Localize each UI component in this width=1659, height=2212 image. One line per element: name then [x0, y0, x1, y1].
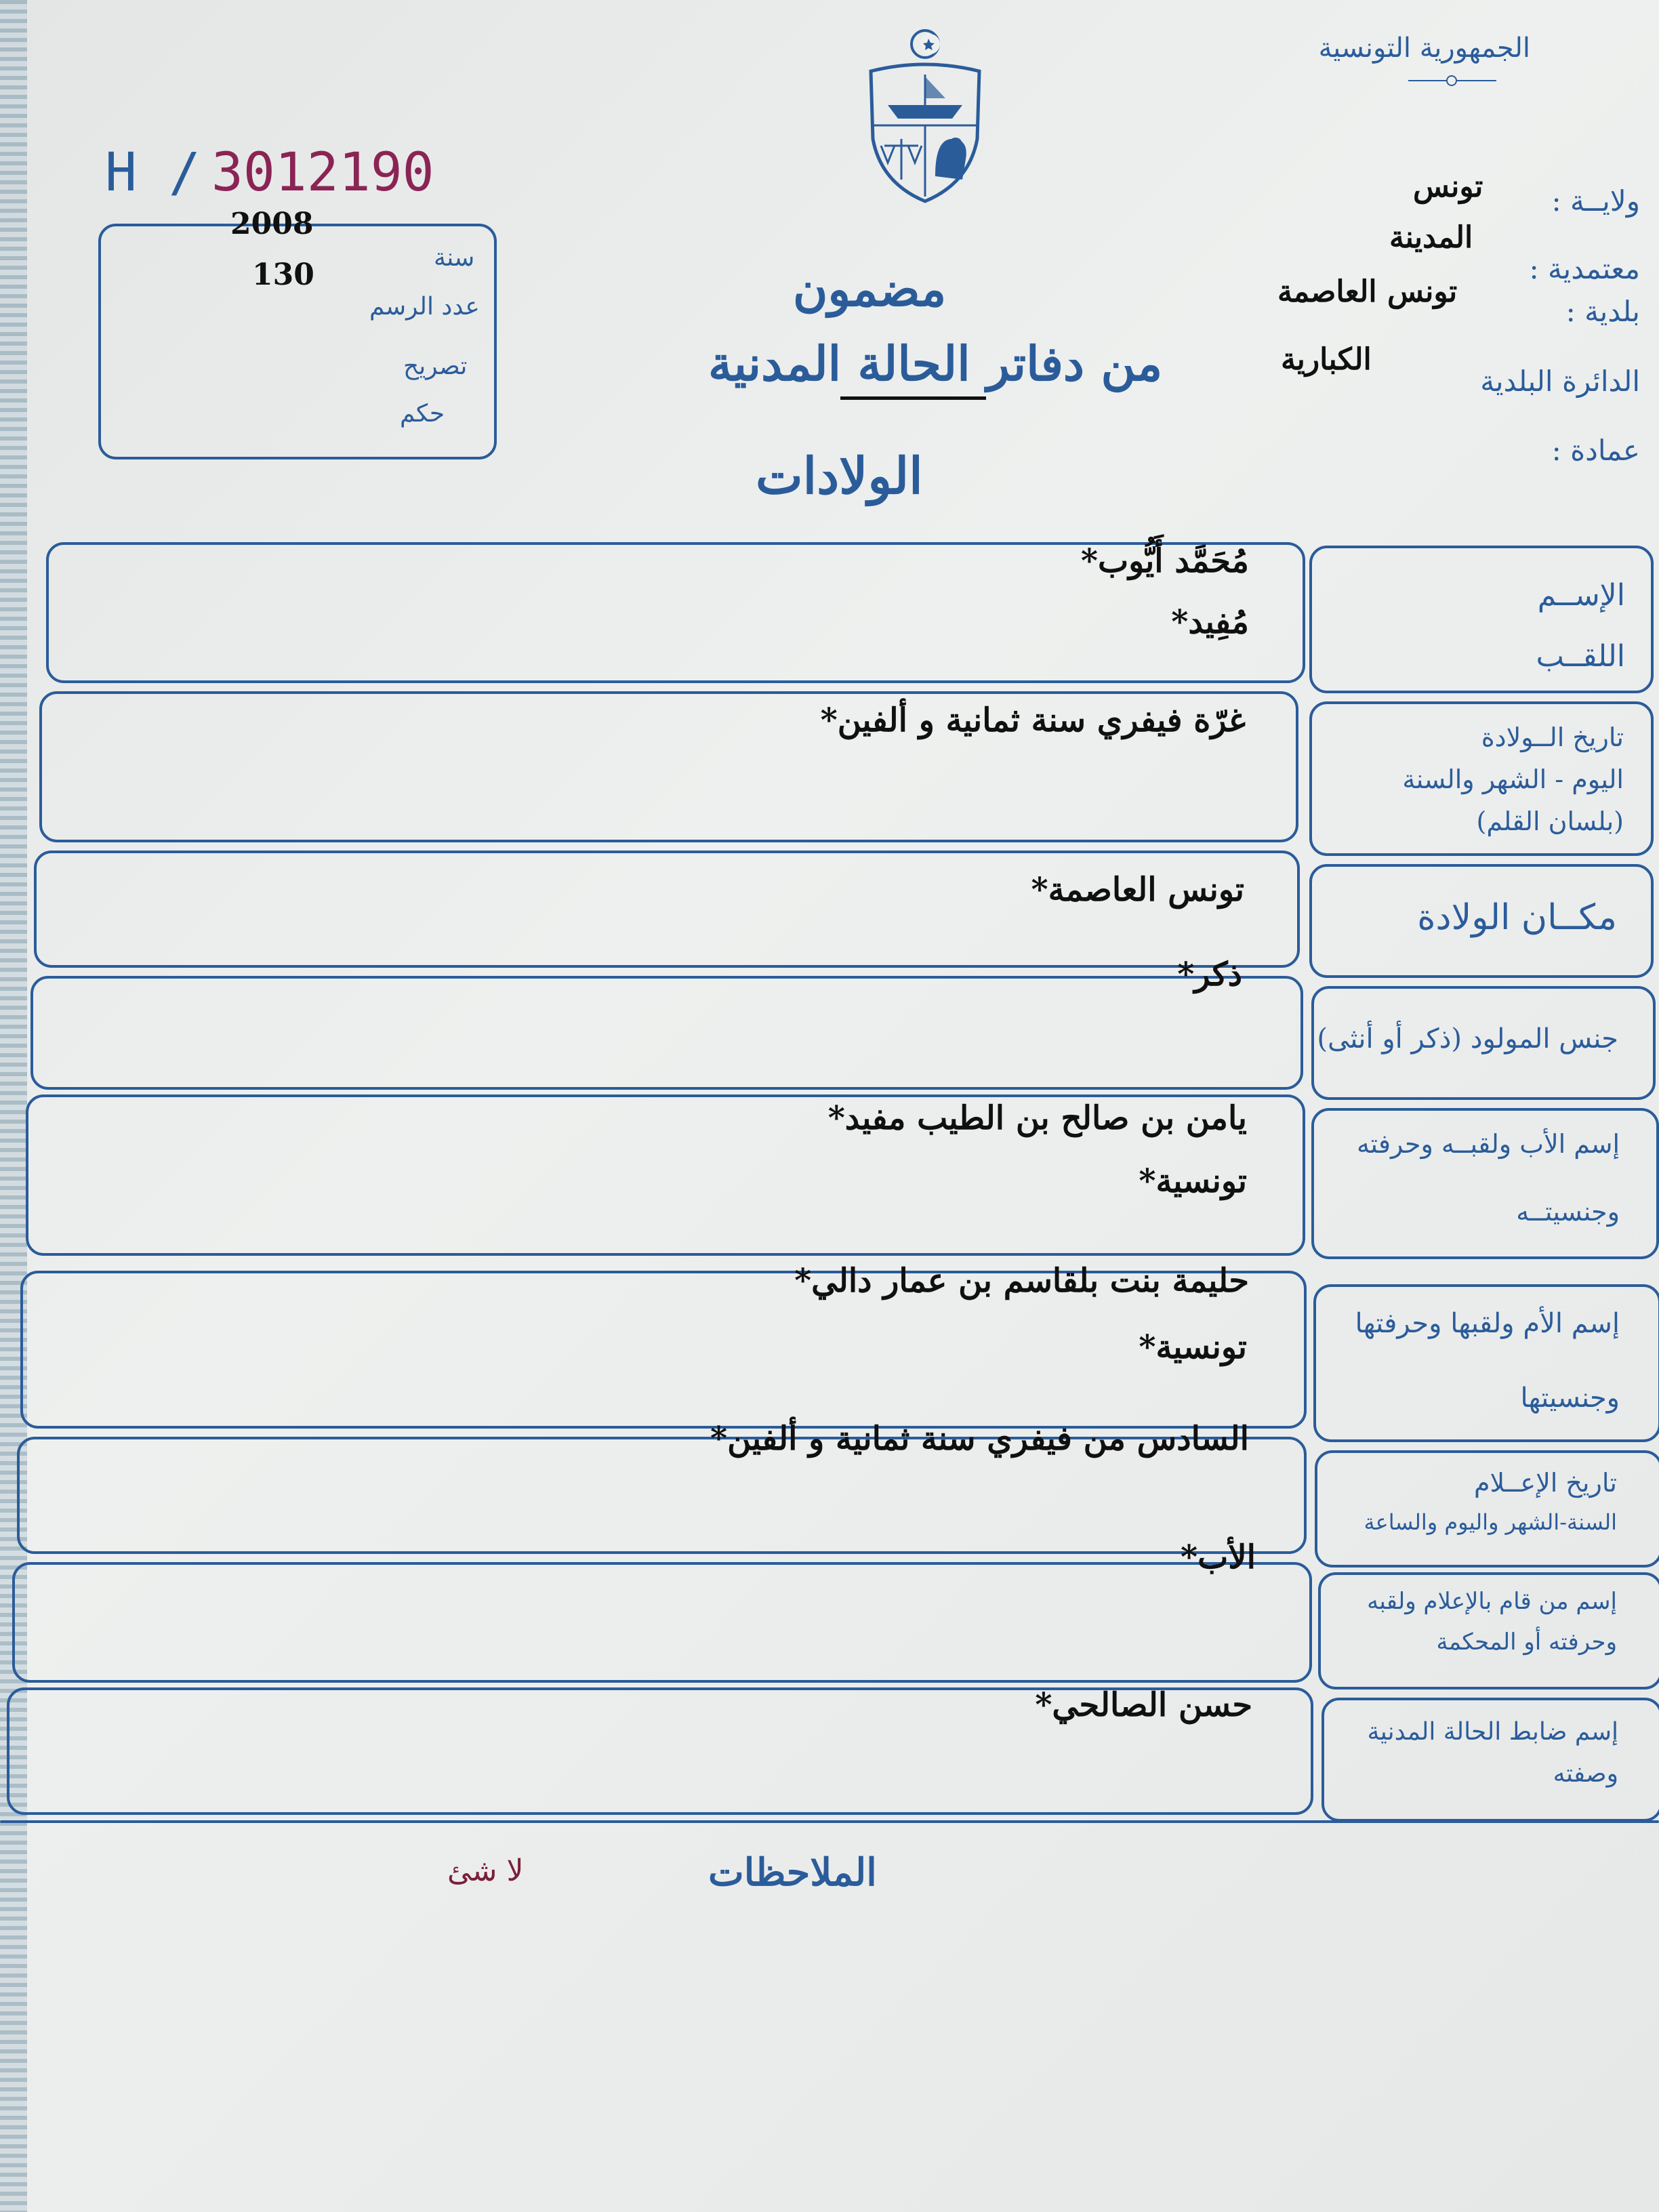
notes-divider	[0, 1820, 1659, 1823]
officer-label: إسم ضابط الحالة المدنية	[1367, 1718, 1618, 1746]
serial-prefix: H /	[105, 142, 201, 203]
page-edge-pattern	[0, 0, 27, 2212]
notes-value: لا شئ	[447, 1853, 524, 1888]
mother-label: إسم الأم ولقبها وحرفتها	[1355, 1308, 1620, 1339]
declarant-value: الأب*	[1181, 1538, 1256, 1576]
birth-date-in-words-label: (بلسان القلم)	[1476, 806, 1624, 836]
first-name-label: الإســم	[1537, 578, 1625, 613]
registration-year-value: 2008	[230, 207, 314, 241]
father-nationality-label: وجنسيتــه	[1516, 1197, 1620, 1227]
municipal-district-label: الدائرة البلدية	[1480, 365, 1640, 398]
serial-number: 3012190	[211, 142, 434, 203]
last-name-label: اللقــب	[1536, 639, 1625, 674]
certificate-serial	[105, 142, 434, 203]
registration-number-value: 130	[252, 258, 314, 292]
delegation-label: معتمدية :	[1529, 252, 1640, 285]
declaration-type-label: تصريح	[403, 352, 468, 380]
coat-of-arms-icon	[861, 24, 989, 207]
municipal-district-value: الكبارية	[1281, 342, 1372, 377]
declaration-date-label: تاريخ الإعــلام	[1473, 1468, 1617, 1498]
declarant-occupation-label: وحرفته أو المحكمة	[1436, 1629, 1617, 1656]
registration-number-label: عدد الرسم	[369, 293, 480, 321]
notes-label: الملاحظات	[708, 1850, 877, 1895]
father-label: إسم الأب ولقبــه وحرفته	[1357, 1129, 1620, 1159]
officer-value: حسن الصالحي*	[1035, 1686, 1252, 1724]
last-name-value: مُفِيد*	[1171, 603, 1249, 641]
document-title-registers: من دفاتر الحالة المدنية	[708, 335, 1163, 392]
birth-place-value: تونس العاصمة*	[1031, 871, 1244, 909]
first-name-value: مُحَمَّد أَيُّوب*	[1080, 542, 1249, 580]
municipality-value: تونس العاصمة	[1277, 274, 1458, 309]
sex-value-box	[30, 976, 1303, 1090]
republic-heading: الجمهورية التونسية	[1318, 33, 1530, 64]
mother-nationality-label: وجنسيتها	[1520, 1382, 1620, 1414]
birth-date-format-label: اليوم - الشهر والسنة	[1402, 764, 1624, 794]
father-nationality-value: تونسية*	[1139, 1162, 1247, 1200]
sector-label: عمادة :	[1551, 434, 1640, 467]
birth-place-value-box	[34, 851, 1300, 968]
delegation-value: المدينة	[1389, 220, 1473, 255]
sex-label: جنس المولود (ذكر أو أنثى)	[1317, 1023, 1618, 1054]
declarant-label: إسم من قام بالإعلام ولقبه	[1367, 1588, 1617, 1615]
governorate-value: تونس	[1413, 169, 1483, 204]
mother-nationality-value: تونسية*	[1139, 1328, 1247, 1366]
birth-date-value: غرّة فيفري سنة ثمانية و ألفين*	[820, 701, 1246, 739]
birth-place-label: مكــان الولادة	[1417, 897, 1617, 938]
registration-year-label: سنة	[434, 244, 475, 272]
birth-date-label: تاريخ الــولادة	[1481, 722, 1624, 752]
officer-title-label: وصفته	[1553, 1760, 1618, 1788]
mother-value: حليمة بنت بلقاسم بن عمار دالي*	[794, 1262, 1249, 1300]
sex-value: ذكر*	[1177, 956, 1242, 994]
father-value: يامن بن صالح بن الطيب مفيد*	[827, 1099, 1247, 1137]
declaration-date-value: السادس من فيفري سنة ثمانية و ألفين*	[710, 1420, 1249, 1458]
municipality-label: بلدية :	[1565, 295, 1640, 328]
judgment-type-label: حكم	[400, 400, 445, 428]
declarant-value-box	[12, 1562, 1312, 1683]
document-title-extract: مضمون	[793, 261, 947, 317]
document-title-births: الولادات	[756, 447, 923, 506]
governorate-label: ولايــة :	[1551, 184, 1640, 218]
republic-divider-ornament	[1446, 75, 1457, 86]
declaration-date-format-label: السنة-الشهر واليوم والساعة	[1364, 1509, 1617, 1535]
title-underline	[840, 396, 986, 400]
